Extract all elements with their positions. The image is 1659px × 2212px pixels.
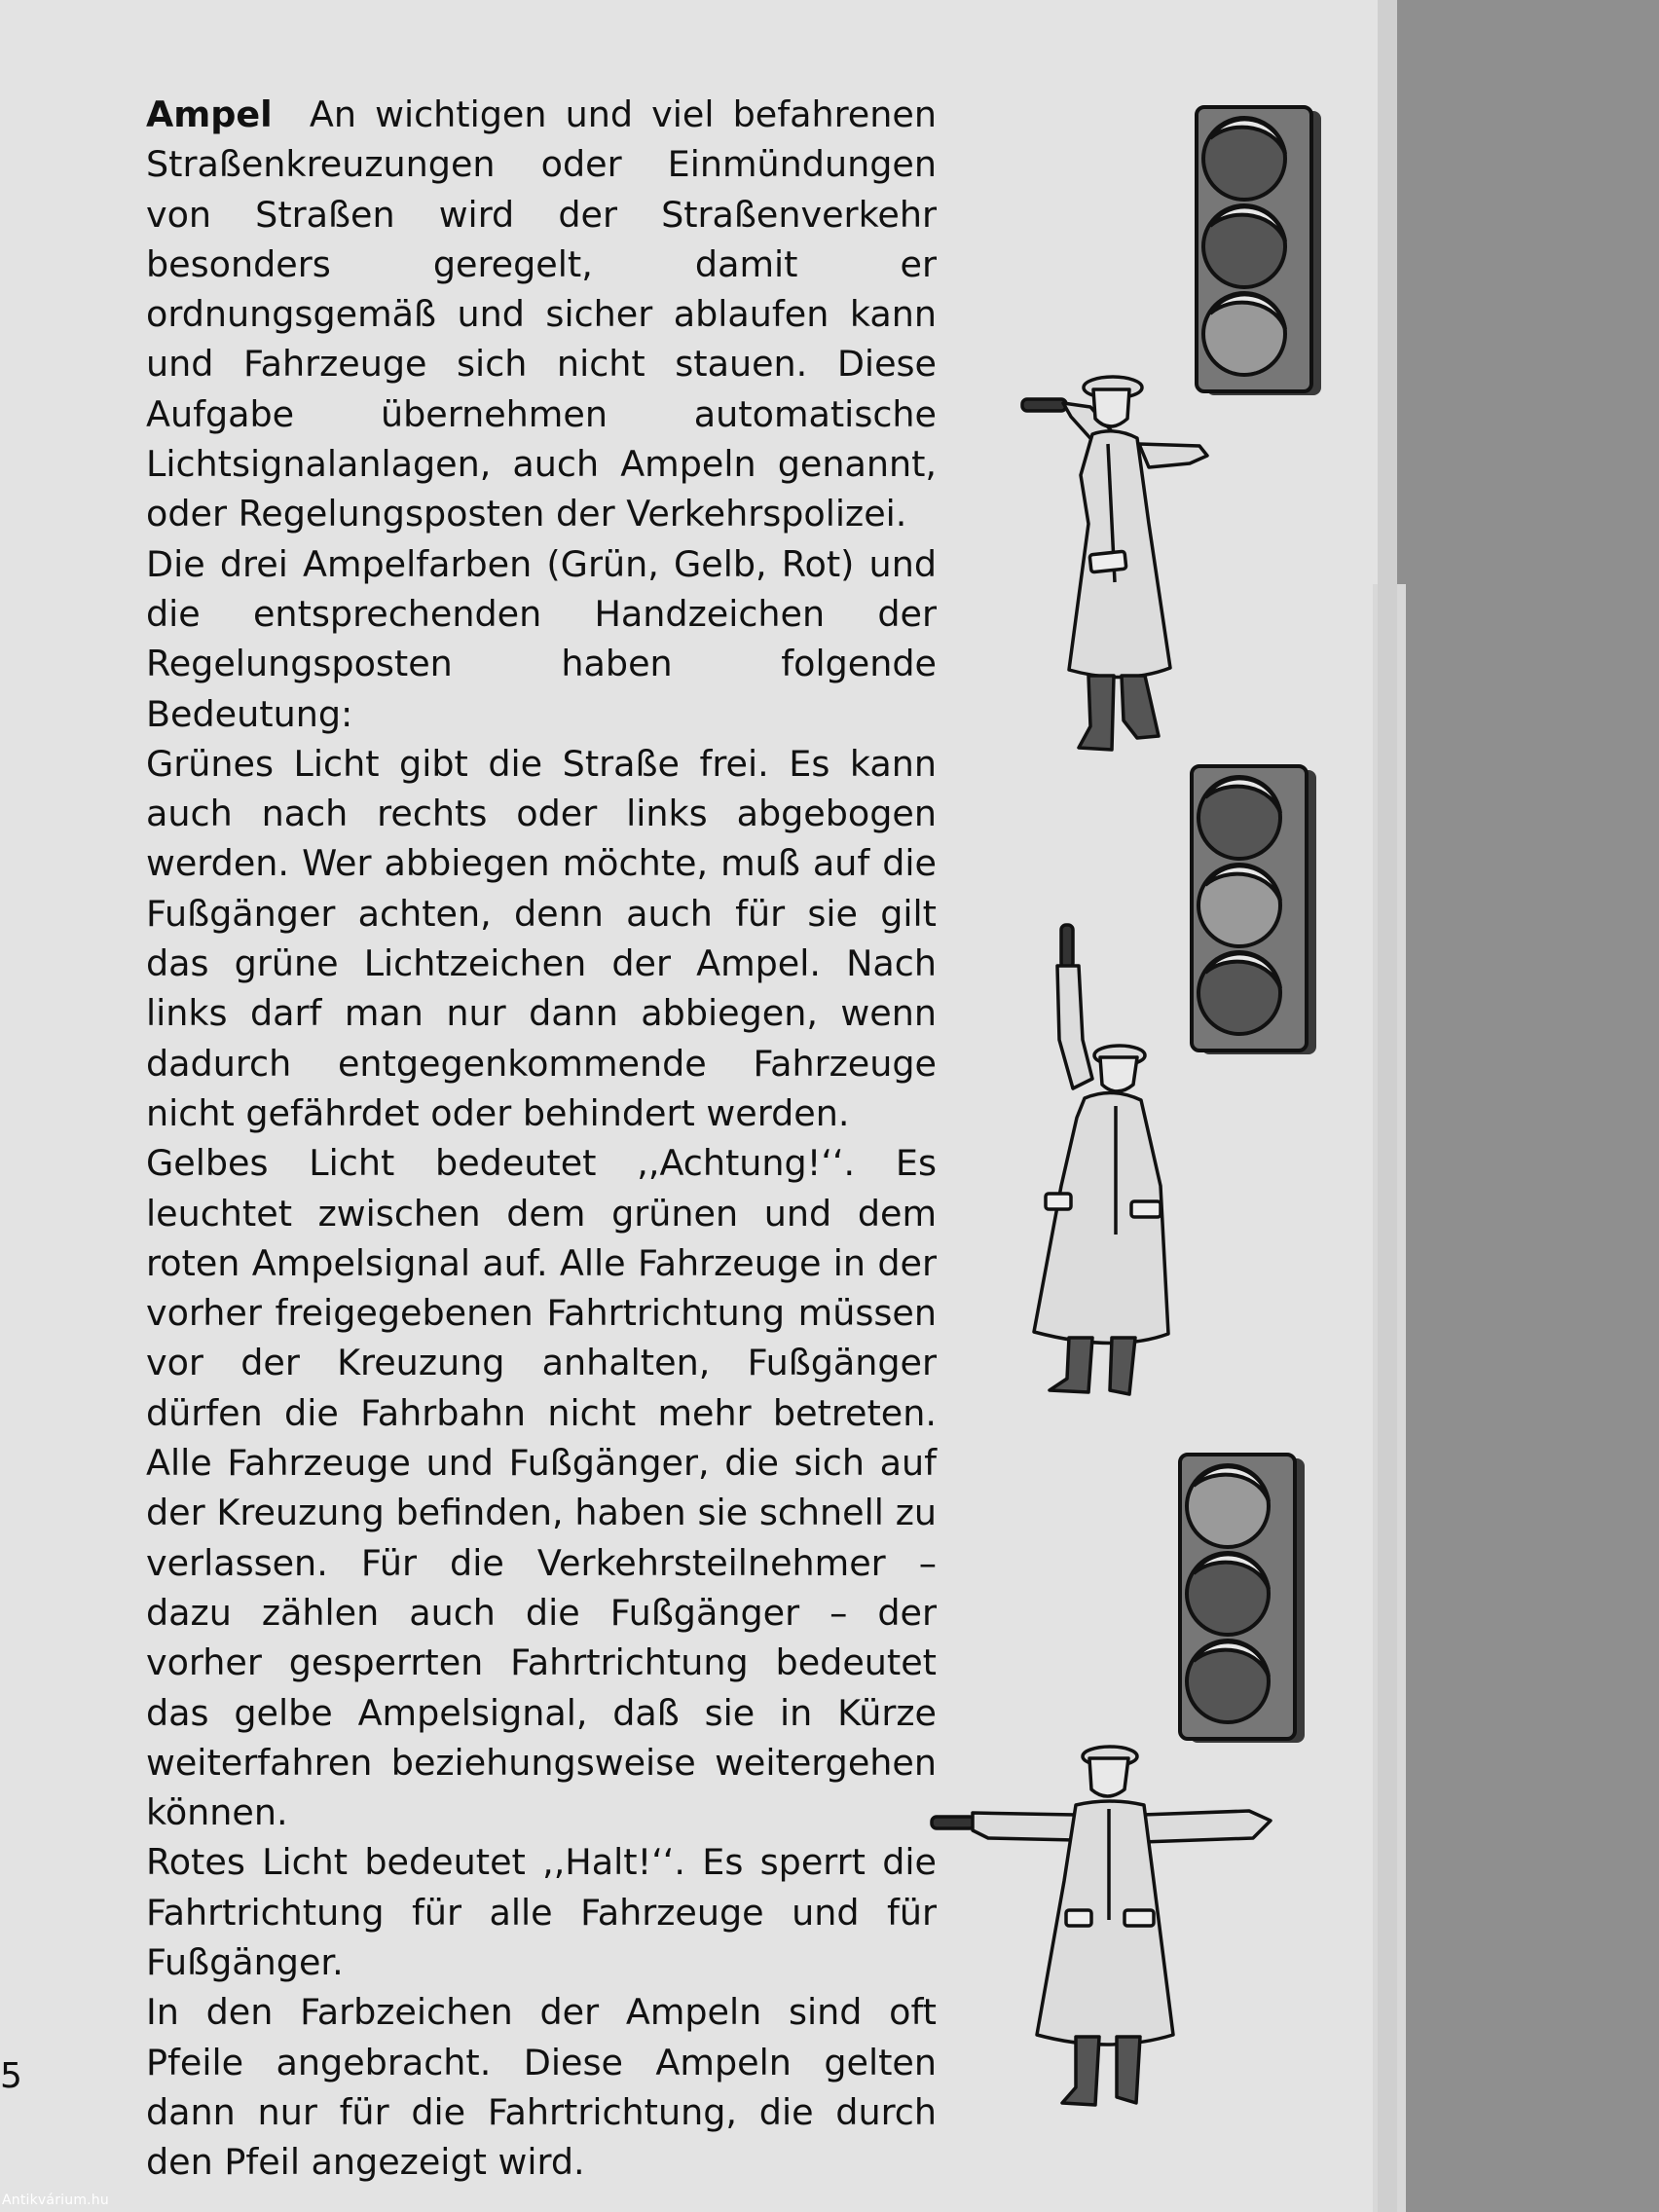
term-ampel: Ampel	[146, 93, 273, 135]
paragraph-yellow: Gelbes Licht bedeutet ,,Achtung!‘‘. Es leuchtet zwischen dem grünen und dem roten Ampelsignal auf. Alle Fahrzeuge in der vorher freigegebenen Fahrtrichtung müssen vor der Kreuzung anhalten, Fußgänger dürfen die Fahrbahn nicht mehr betreten. Alle Fahrzeuge und Fußgänger, die sich auf der Kreuzung befinden, haben sie schnell zu verlassen. Für die Verkehrsteilnehmer – dazu zählen auch die Fußgänger – der vorher gesperrten Fahrtrichtung bedeutet das gelbe Ampelsignal, daß sie in Kürze weiterfahren beziehungsweise weitergehen können.	[146, 1142, 937, 1834]
watermark: Antikvárium.hu	[2, 2193, 109, 2208]
police-officer-yellow-signal-icon	[1022, 923, 1188, 1400]
traffic-light-yellow-icon	[1178, 764, 1324, 1061]
paragraph-colors: Die drei Ampelfarben (Grün, Gelb, Rot) und die entsprechenden Handzeichen der Regelungsposten haben folgende Bedeutung:	[146, 542, 937, 735]
paragraph-intro	[146, 90, 937, 539]
page-number: 5	[0, 2056, 22, 2096]
page-edge-inner	[1378, 0, 1397, 2212]
text-column	[146, 90, 937, 2187]
intro-text: An wichtigen und viel befahrenen Straßenkreuzungen oder Einmündungen von Straßen wird der Straßenverkehr besonders geregelt, damit er ordnungsgemäß und sicher ablaufen kann und Fahrzeuge sich nicht stauen. Diese Aufgabe übernehmen automatische Lichtsignalanlagen, auch Ampeln genannt, oder Regelungsposten der Verkehrspolizei.	[146, 93, 937, 535]
police-officer-green-signal-icon	[1013, 358, 1212, 767]
paragraph-green: Grünes Licht gibt die Straße frei. Es kann auch nach rechts oder links abgebogen werden. Wer abbiegen möchte, muß auf die Fußgänger achten, denn auch für sie gilt das grüne Lichtzeichen der Ampel. Nach links darf man nur dann abbiegen, wenn dadurch entgegenkommende Fahrzeuge nicht gefährdet oder behindert werden.	[146, 742, 937, 1134]
police-officer-red-signal-icon	[930, 1745, 1309, 2115]
paragraph-arrows: In den Farbzeichen der Ampeln sind oft Pfeile angebracht. Diese Ampeln gelten dann nur für die Fahrtrichtung, die durch den Pfeil angezeigt wird.	[146, 1991, 937, 2184]
paragraph-red: Rotes Licht bedeutet ,,Halt!‘‘. Es sperrt die Fahrtrichtung für alle Fahrzeuge und für Fußgänger.	[146, 1841, 937, 1983]
traffic-light-red-icon	[1166, 1453, 1312, 1750]
